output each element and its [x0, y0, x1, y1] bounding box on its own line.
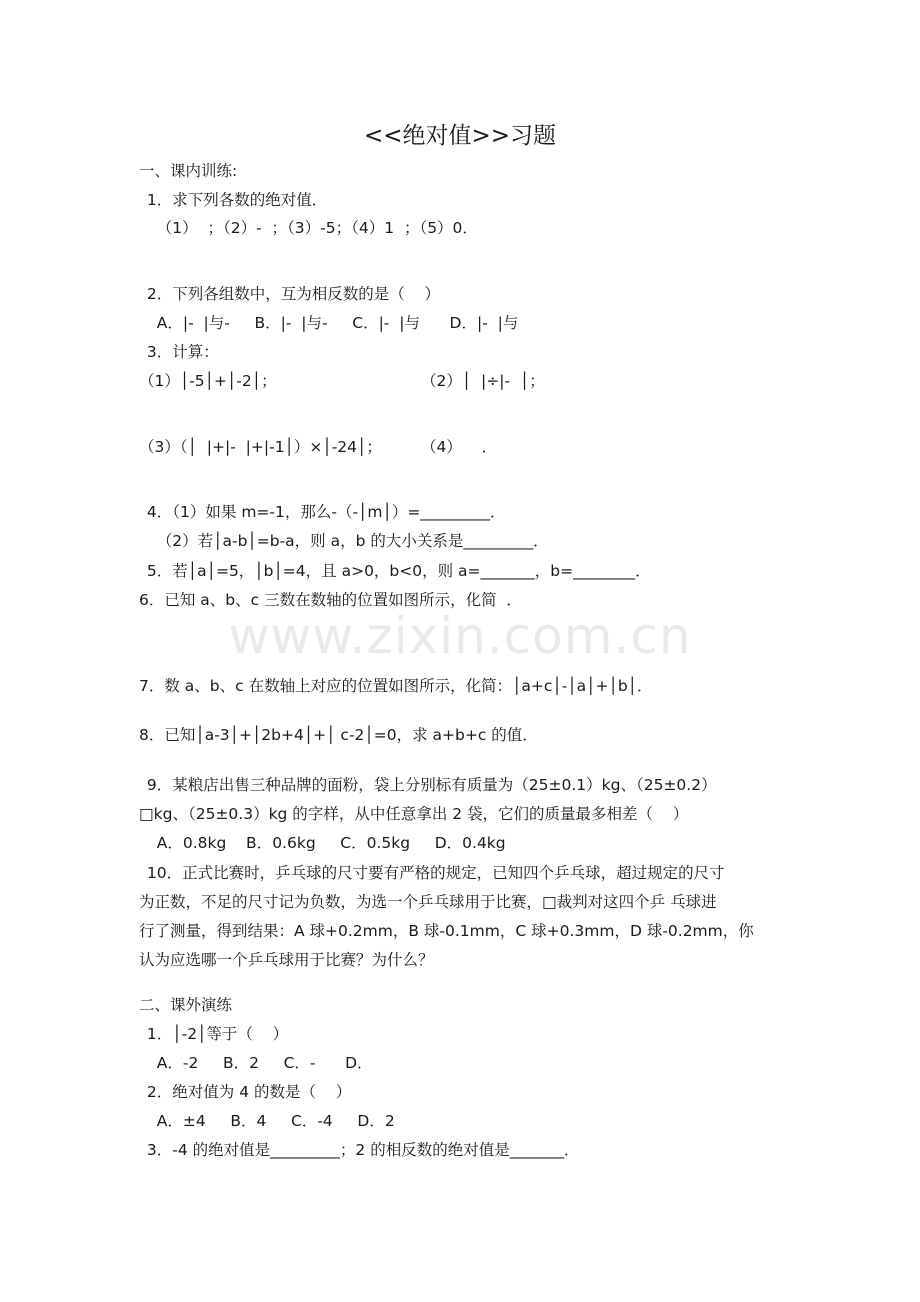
q10-line3: 行了测量，得到结果：A 球+0.2mm，B 球-0.1mm，C 球+0.3mm，D 球-0.2mm，你 — [139, 922, 754, 940]
s2-q2-options: A．±4 B．4 C．-4 D．2 — [142, 1112, 395, 1130]
q3-part4: （4） ． — [421, 438, 498, 456]
q10-line4: 认为应选哪一个乒乓球用于比赛？为什么？ — [139, 951, 434, 969]
s2-q3: 3．-4 的绝对值是_________；2 的相反数的绝对值是_______． — [142, 1141, 580, 1159]
q1-stem: 1．求下列各数的绝对值． — [142, 191, 328, 209]
q3-part3: （3）（│ |+|- |+|-1│）×│-24│； — [139, 438, 382, 456]
q4-part1: 4．（1）如果 m=-1，那么-（-│m│）=_________． — [142, 503, 506, 521]
q2-stem: 2．下列各组数中，互为相反数的是（ ） — [142, 285, 440, 303]
section1-heading: 一、课内训练: — [139, 162, 238, 180]
q9-options: A．0.8kg B．0.6kg C．0.5kg D．0.4kg — [142, 834, 506, 852]
q10-line1: 10．正式比赛时，乒乓球的尺寸要有严格的规定，已知四个乒乓球，超过规定的尺寸 — [142, 864, 725, 882]
q9-line2: □kg、（25±0.3）kg 的字样，从中任意拿出 2 袋，它们的质量最多相差（ ） — [139, 805, 689, 823]
q3-stem: 3．计算： — [142, 343, 219, 361]
q1-parts: （1） ；（2）- ；（3）-5；（4）1 ；（5）0． — [142, 219, 478, 237]
s2-q1-options: A．-2 B．2 C．- D． — [142, 1054, 373, 1072]
q6: 6．已知 a、b、c 三数在数轴的位置如图所示，化简 ． — [139, 591, 522, 609]
watermark: www.zixin.com.cn — [228, 607, 692, 665]
q9-line1: 9．某粮店出售三种品牌的面粉，袋上分别标有质量为（25±0.1）kg、（25±0.2） — [142, 776, 717, 794]
q8: 8．已知│a-3│+│2b+4│+│ c-2│=0，求 a+b+c 的值． — [139, 726, 538, 744]
q2-options: A．|- |与- B．|- |与- C．|- |与 D．|- |与 — [142, 314, 519, 332]
q5: 5．若│a│=5，│b│=4，且 a>0，b<0，则 a=_______，b=________． — [142, 562, 651, 580]
q4-part2: （2）若│a-b│=b-a，则 a，b 的大小关系是_________． — [142, 532, 549, 550]
q7: 7．数 a、b、c 在数轴上对应的位置如图所示，化简：│a+c│-│a│+│b│． — [139, 677, 653, 695]
section2-heading: 二、课外演练 — [139, 996, 233, 1014]
q3-part1: （1）│-5│+│-2│； — [139, 372, 277, 390]
s2-q2-stem: 2．绝对值为 4 的数是（ ） — [142, 1083, 352, 1101]
page-title: <<绝对值>>习题 — [363, 123, 557, 149]
s2-q1-stem: 1．│-2│等于（ ） — [142, 1025, 289, 1043]
q10-line2: 为正数，不足的尺寸记为负数，为选一个乒乓球用于比赛，□裁判对这四个乒 乓球进 — [139, 893, 717, 911]
q3-part2: （2）│ |÷|- │； — [421, 372, 545, 390]
